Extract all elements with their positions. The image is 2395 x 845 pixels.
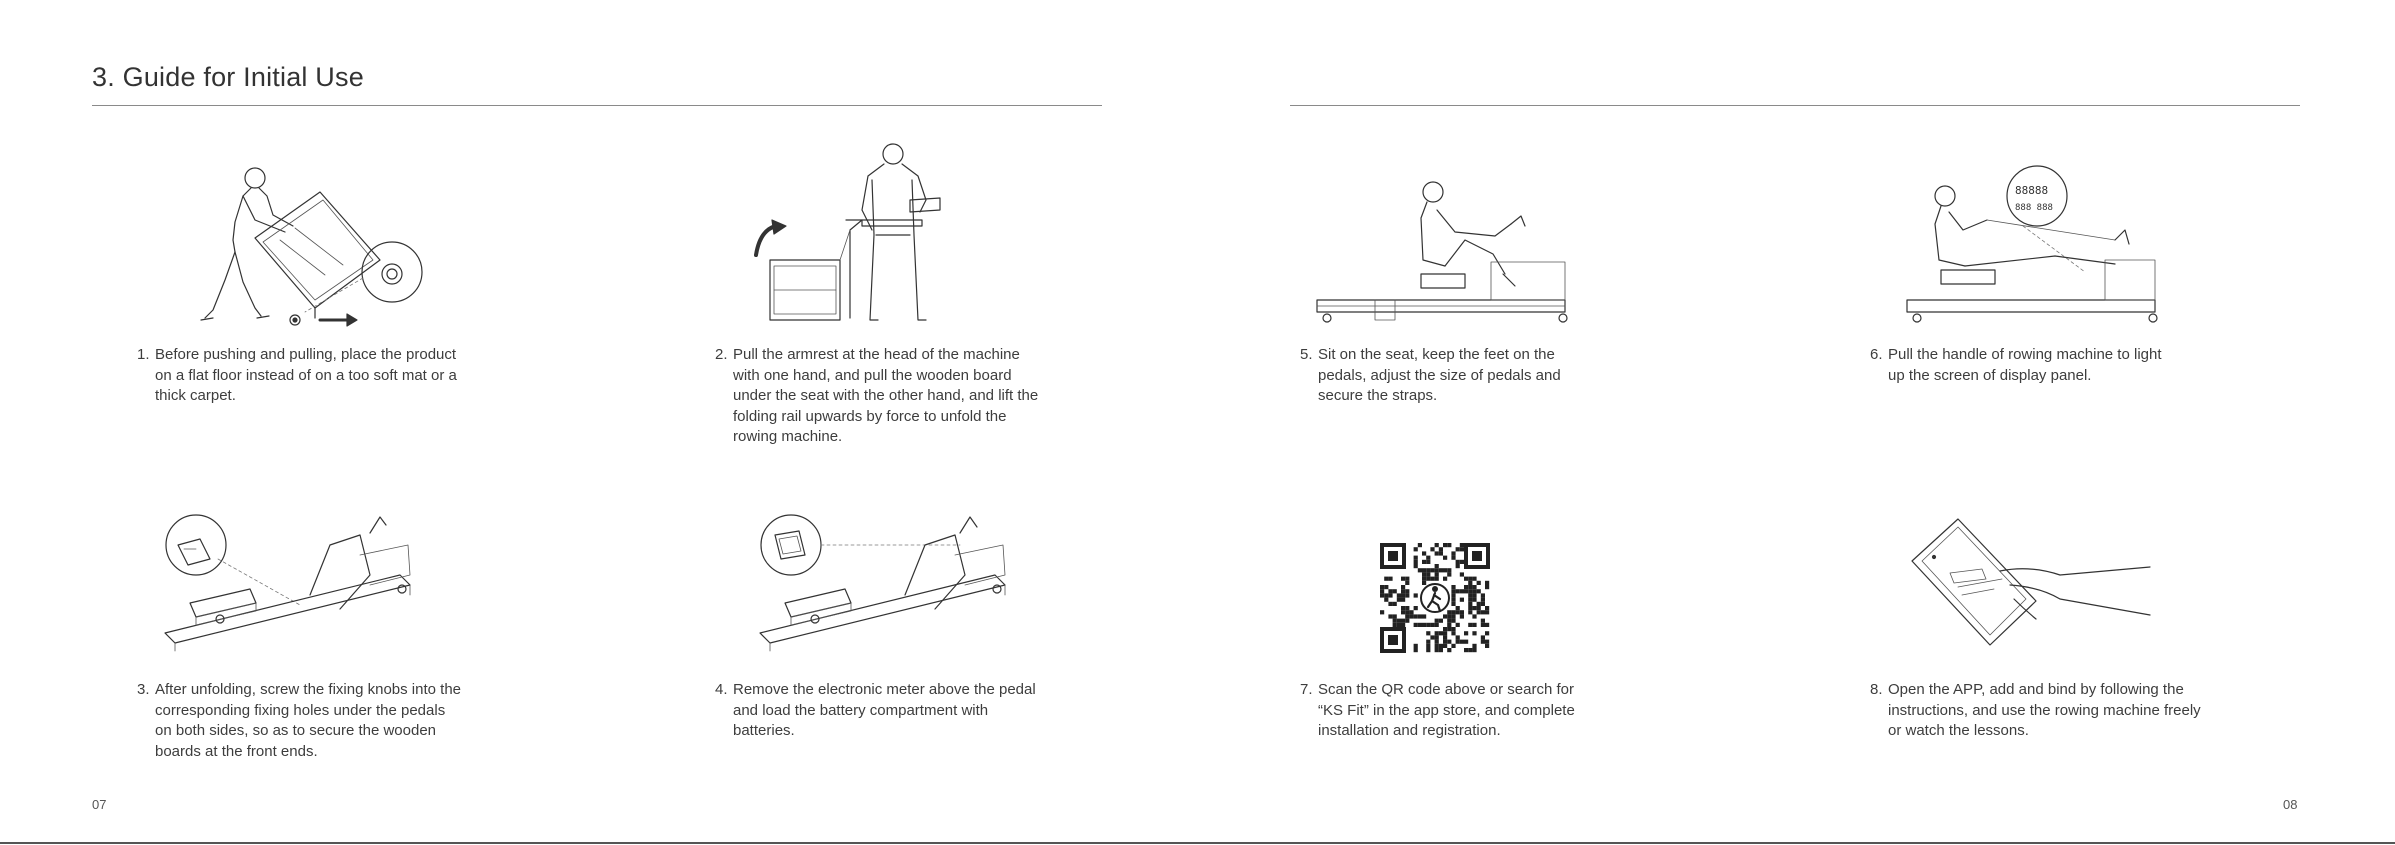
step-8-text: Open the APP, add and bind by following the instructions, and use the rowing machine freely or watch the lessons.	[1888, 681, 2201, 739]
display-digits: 88888	[2015, 184, 2049, 197]
fixing-knob-illustration	[160, 515, 420, 665]
step-7-number: 7.	[1300, 681, 1313, 698]
step-2-text: Pull the armrest at the head of the machine with one hand, and pull the wooden board under the seat with the other hand, and lift the folding rail upwards by force to unfold the rowing machine.	[733, 346, 1039, 445]
step-6-text: Pull the handle of rowing machine to light up the screen of display panel.	[1888, 346, 2162, 384]
step-7-text: Scan the QR code above or search for “KS Fit” in the app store, and complete installation and registration.	[1318, 681, 1575, 739]
bottom-border	[0, 842, 2395, 844]
step-8-number: 8.	[1870, 681, 1883, 698]
step-8	[1870, 680, 2201, 742]
pull-handle-illustration	[1905, 160, 2165, 335]
step-5-text: Sit on the seat, keep the feet on the pedals, adjust the size of pedals and secure the straps.	[1318, 346, 1561, 404]
seated-rower-illustration	[1315, 170, 1575, 335]
step-1-text: Before pushing and pulling, place the product on a flat floor instead of on a too soft mat or a thick carpet.	[155, 346, 457, 404]
step-4	[715, 680, 1036, 742]
step-4-number: 4.	[715, 681, 728, 698]
guide-title: 3. Guide for Initial Use	[92, 62, 364, 92]
step-1-number: 1.	[137, 346, 150, 363]
battery-meter-illustration	[755, 515, 1015, 665]
step-6-number: 6.	[1870, 346, 1883, 363]
qr-code	[1380, 543, 1490, 658]
step-5-number: 5.	[1300, 346, 1313, 363]
left-header-rule	[92, 105, 1102, 106]
unfold-machine-illustration	[750, 140, 980, 335]
right-header-rule	[1290, 105, 2300, 106]
step-5	[1300, 345, 1561, 407]
step-2-number: 2.	[715, 346, 728, 363]
step-4-text: Remove the electronic meter above the pedal and load the battery compartment with batteries.	[733, 681, 1036, 739]
step-6	[1870, 345, 2162, 386]
step-3-number: 3.	[137, 681, 150, 698]
phone-app-illustration	[1910, 515, 2160, 665]
step-3	[137, 680, 461, 762]
page-number-right: 08	[2283, 797, 2298, 812]
step-7	[1300, 680, 1575, 742]
step-1	[137, 345, 457, 407]
step-2	[715, 345, 1038, 448]
push-machine-illustration	[155, 160, 435, 340]
page-number-left: 07	[92, 797, 107, 812]
step-3-text: After unfolding, screw the fixing knobs into the corresponding fixing holes under the pedals on both sides, so as to secure the wooden boards at the front ends.	[155, 681, 462, 760]
display-small: 888 888	[2015, 203, 2053, 213]
